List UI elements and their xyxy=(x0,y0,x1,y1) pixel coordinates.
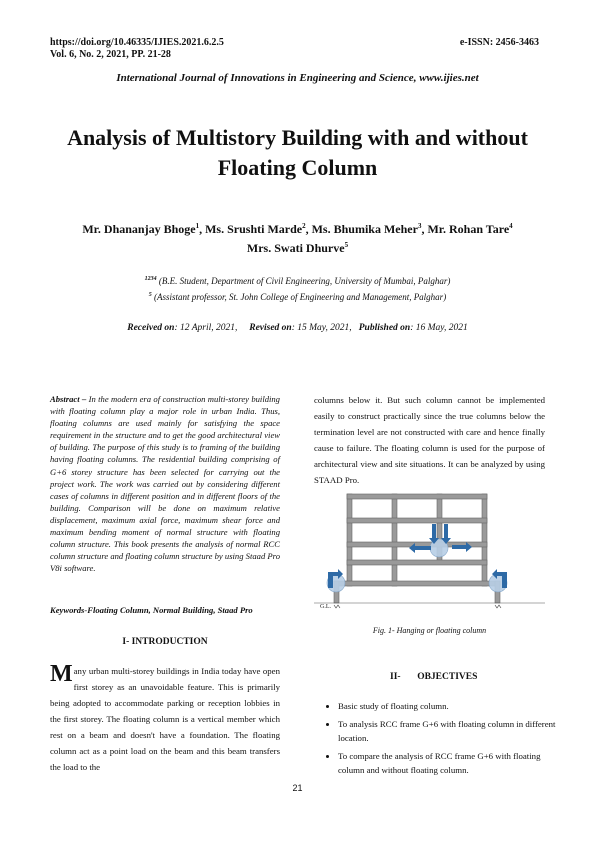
abstract-text: In the modern era of construction multi-storey building with floating column play a major role in urban India. Thus, floating columns are used mainly for satisfying the space requirement in the structure and to get the good architectural view of building. The purpose of this study is to framing of the building having floating columns. The residential building comprising of G+6 storey structure has been selected for carrying out the project work. The work was carried out by considering different cases of columns in different position and in different floors of the building. Comparison will be done on maximum relative displacement, maximum axial force, maximum shear force and maximum bending moment of normal structure with floating column structure. This book presents the analysis of normal RCC column structure and floating column structure by using Staad Pro V8i software. xyxy=(50,394,280,574)
intro-body: any urban multi-storey buildings in India today have open first storey as an unavoidable feature. This is primarily being adopted to accommodate parking or reception lobbies in the first storey. The floating column is a vertical member which rest on a beam and doesn't have a foundation. The floating column act as a point load on the beam and this beam transfers the load to the xyxy=(50,666,280,772)
objectives-list xyxy=(322,699,566,781)
author-sup: 4 xyxy=(509,222,513,230)
doi-link[interactable]: https://doi.org/10.46335/IJIES.2021.6.2.5 xyxy=(50,37,224,48)
intro-heading: I- INTRODUCTION xyxy=(122,637,208,647)
eissn: e-ISSN: 2456-3463 xyxy=(459,37,539,48)
received-date: : 12 April, 2021, xyxy=(174,323,238,333)
revised-date: : 15 May, 2021, xyxy=(291,323,352,333)
figure-caption: Fig. 1- Hanging or floating column xyxy=(372,626,487,635)
author-name: , Mr. Rohan Tare xyxy=(421,222,510,236)
page-number: 21 xyxy=(292,783,303,793)
support-icon xyxy=(334,605,501,608)
frame-column xyxy=(392,494,397,586)
revised-label: Revised on xyxy=(249,323,292,333)
abstract-label: Abstract – xyxy=(50,394,87,404)
title-line-2: Floating Column xyxy=(217,155,378,180)
frame-beam xyxy=(347,494,487,499)
author-line-2 xyxy=(40,237,555,256)
load-arrows xyxy=(328,524,507,588)
volume-info: Vol. 6, No. 2, 2021, PP. 21-28 xyxy=(50,49,171,60)
author-name: Mr. Dhananjay Bhoge xyxy=(82,222,196,236)
author-sup: 2 xyxy=(302,222,306,230)
affiliations xyxy=(40,272,555,304)
intro-continued: columns below it. But such column cannot be implemented easily to construct practically since the true columns below the termination level are not constructed with care and hence finally cause to failure. The floating column is used for the purpose of architectural view and site situations. It can be analyzed by using STAAD Pro. xyxy=(314,395,545,485)
keywords: Keywords-Floating Column, Normal Building, Staad Pro xyxy=(50,605,253,615)
author-sup: 5 xyxy=(344,241,349,249)
frame-column xyxy=(347,494,352,586)
affiliation-1 xyxy=(40,272,555,288)
list-item: • To compare the analysis of RCC frame G+6 with floating column and without floating column. xyxy=(338,749,566,778)
author-list xyxy=(40,218,555,256)
received-label: Received on xyxy=(127,323,175,333)
author-name: , Ms. Bhumika Meher xyxy=(305,222,418,236)
affil-text: (B.E. Student, Department of Civil Engineering, University of Mumbai, Palghar) xyxy=(156,276,451,286)
author-name: , Ms. Srushti Marde xyxy=(199,222,303,236)
affil-sup: 1234 xyxy=(144,276,157,282)
frame-column xyxy=(482,494,487,586)
abstract xyxy=(50,393,280,574)
objectives-heading xyxy=(390,672,477,682)
author-name: Mrs. Swati Dhurve xyxy=(246,241,345,255)
list-item: • Basic study of floating column. xyxy=(338,699,566,714)
author-sup: 3 xyxy=(417,222,422,230)
publication-dates xyxy=(0,323,595,333)
title-line-1: Analysis of Multistory Building with and without xyxy=(67,125,528,150)
published-label: Published on xyxy=(358,323,411,333)
paper-title xyxy=(40,123,555,183)
author-line-1 xyxy=(40,218,555,237)
frame-beam xyxy=(347,560,487,565)
objectives-heading-num: II- xyxy=(390,672,401,682)
ground-level-label: G.L. xyxy=(320,604,331,610)
affil-text: (Assistant professor, St. John College of Engineering and Management, Palghar) xyxy=(151,292,447,302)
objectives-heading-text: OBJECTIVES xyxy=(417,672,478,682)
intro-text xyxy=(50,663,280,775)
affil-sup: 5 xyxy=(148,292,152,298)
frame-beam xyxy=(347,518,487,523)
drop-cap: M xyxy=(50,661,73,687)
list-item: • To analysis RCC frame G+6 with floating column in different location. xyxy=(338,717,566,746)
author-sup: 1 xyxy=(195,222,200,230)
journal-name: International Journal of Innovations in Engineering and Science, www.ijies.net xyxy=(116,72,479,84)
frame-beam xyxy=(334,581,500,586)
floating-column-figure xyxy=(314,484,545,624)
affiliation-2 xyxy=(40,288,555,304)
published-date: : 16 May, 2021 xyxy=(410,323,468,333)
